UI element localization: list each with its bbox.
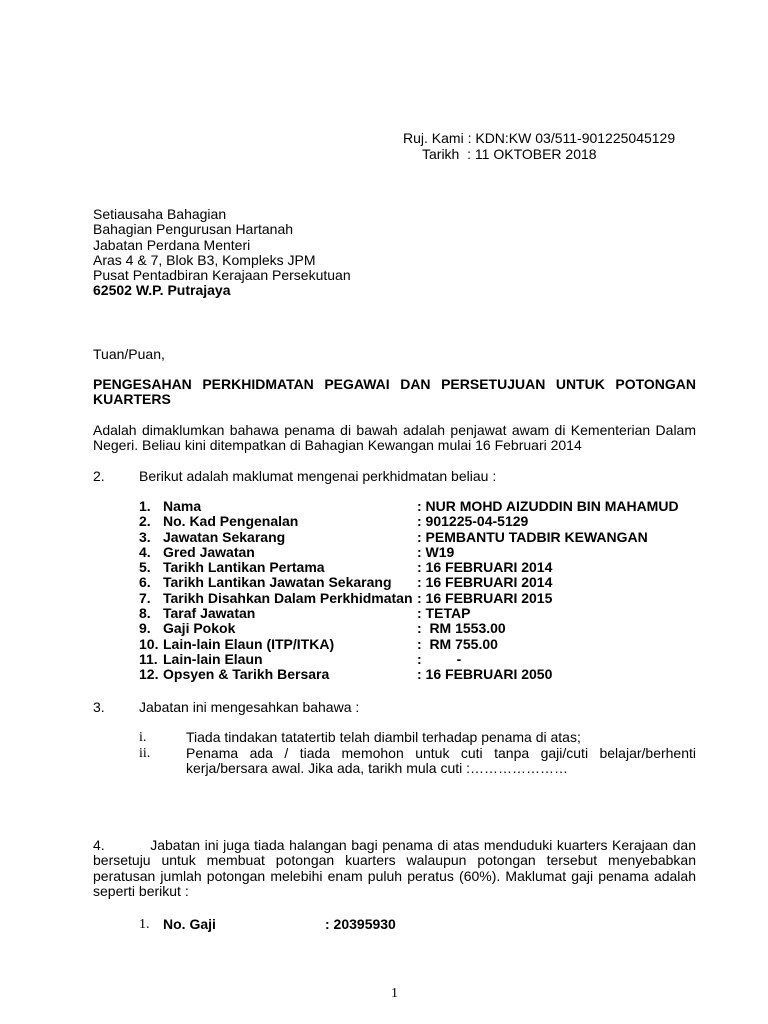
address-line: Bahagian Pengurusan Hartanah: [93, 221, 294, 238]
tarikh-value: 11 OKTOBER 2018: [474, 146, 597, 162]
address-postcode: 62502 W.P. Putrajaya: [93, 282, 231, 299]
para3-text: Jabatan ini mengesahkan bahawa :: [139, 699, 360, 715]
detail-number: 7.: [139, 589, 151, 606]
detail-value: : RM 755.00: [417, 635, 498, 652]
detail-label: Tarikh Disahkan Dalam Perkhidmatan: [163, 589, 413, 606]
recipient-address: [93, 207, 351, 299]
detail-value: : PEMBANTU TADBIR KEWANGAN: [417, 528, 648, 545]
para4-line-1: 4. Jabatan ini juga tiada halangan bagi penama di atas menduduki kuarters Kerajaan dan: [93, 837, 696, 853]
date-line: Tarikh : 11 OKTOBER 2018: [422, 146, 597, 162]
para4-line-3: peratusan jumlah potongan melebihi enam puluh peratus (60%). Maklumat gaji penama adalah: [93, 867, 696, 884]
detail-value: : 16 FEBRUARI 2015: [417, 589, 553, 606]
detail-value: : RM 1553.00: [417, 620, 506, 637]
detail-label: Gred Jawatan: [163, 543, 255, 560]
detail-label: Lain-lain Elaun: [163, 650, 263, 667]
detail-number: 5.: [139, 559, 151, 576]
para3-item-numeral: ii.: [139, 746, 151, 761]
page-number: 1: [391, 986, 398, 1001]
detail-label: Lain-lain Elaun (ITP/ITKA): [163, 635, 335, 652]
para3-item-text: Tiada tindakan tatatertib telah diambil terhadap penama di atas;: [186, 729, 581, 745]
salary-value: : 20395930: [325, 916, 396, 932]
detail-value: : 901225-04-5129: [417, 513, 529, 530]
subject: [93, 377, 696, 408]
ruj-label: Ruj. Kami: [403, 130, 464, 146]
detail-number: 1.: [139, 498, 151, 514]
detail-label: Nama: [163, 498, 202, 514]
para3-item-text: [186, 746, 696, 777]
para4-line-2: bersetuju untuk membuat potongan kuarters walaupun potongan tersebut menyebabkan: [93, 852, 696, 869]
detail-number: 6.: [139, 574, 151, 591]
address-line: Jabatan Perdana Menteri: [93, 236, 251, 253]
subject-line-2: KUARTERS: [93, 391, 171, 408]
detail-value: : 16 FEBRUARI 2050: [417, 666, 553, 683]
detail-label: Jawatan Sekarang: [163, 528, 286, 545]
reference-line: Ruj. Kami : KDN:KW 03/511-901225045129: [403, 130, 676, 146]
detail-number: 8.: [139, 605, 151, 622]
detail-value: : 16 FEBRUARI 2014: [417, 574, 553, 591]
detail-label: Opsyen & Tarikh Bersara: [163, 666, 330, 683]
para4-line-4: seperti berikut :: [93, 882, 189, 899]
address-line: Pusat Pentadbiran Kerajaan Persekutuan: [93, 267, 351, 284]
intro-line-1: Adalah dimaklumkan bahawa penama di bawah adalah penjawat awam di Kementerian Dalam: [93, 422, 696, 438]
para4-paragraph: [93, 838, 696, 899]
detail-label: No. Kad Pengenalan: [163, 513, 299, 530]
detail-value: : W19: [417, 543, 455, 560]
detail-number: 12.: [139, 666, 159, 683]
detail-number: 2.: [139, 513, 151, 530]
tarikh-label: Tarikh: [422, 146, 460, 162]
salutation: Tuan/Puan,: [93, 346, 165, 362]
detail-value: : 16 FEBRUARI 2014: [417, 559, 553, 576]
detail-label: Taraf Jawatan: [163, 605, 256, 622]
salary-label: No. Gaji: [163, 916, 216, 932]
para3-number: 3.: [93, 699, 105, 715]
para2-text: Berikut adalah maklumat mengenai perkhidmatan beliau :: [139, 468, 497, 484]
subject-line-1: PENGESAHAN PERKHIDMATAN PEGAWAI DAN PERSETUJUAN UNTUK POTONGAN: [93, 376, 696, 392]
detail-number: 10.: [139, 635, 159, 652]
detail-value: : -: [417, 650, 462, 667]
address-line: Aras 4 & 7, Blok B3, Kompleks JPM: [93, 251, 316, 268]
detail-value: : NUR MOHD AIZUDDIN BIN MAHAMUD: [417, 498, 679, 514]
para3-item-numeral: i.: [139, 730, 147, 745]
salary-number: 1.: [139, 917, 150, 932]
detail-value: : TETAP: [417, 605, 471, 622]
intro-line-2: Negeri. Beliau kini ditempatkan di Bahagian Kewangan mulai 16 Februari 2014: [93, 437, 582, 454]
ruj-value: KDN:KW 03/511-901225045129: [475, 130, 676, 146]
detail-number: 4.: [139, 543, 151, 560]
detail-number: 11.: [139, 650, 158, 667]
para3-item-line-1: Penama ada / tiada memohon untuk cuti tanpa gaji/cuti belajar/berhenti: [186, 745, 696, 761]
detail-label: Gaji Pokok: [163, 620, 236, 637]
detail-label: Tarikh Lantikan Pertama: [163, 559, 325, 576]
detail-label: Tarikh Lantikan Jawatan Sekarang: [163, 574, 392, 591]
detail-number: 3.: [139, 528, 151, 545]
para2-number: 2.: [93, 468, 105, 484]
intro-paragraph: [93, 423, 696, 454]
detail-number: 9.: [139, 620, 151, 637]
para3-item-line-2: kerja/bersara awal. Jika ada, tarikh mula cuti :…………………: [186, 760, 569, 777]
address-line: Setiausaha Bahagian: [93, 206, 227, 222]
